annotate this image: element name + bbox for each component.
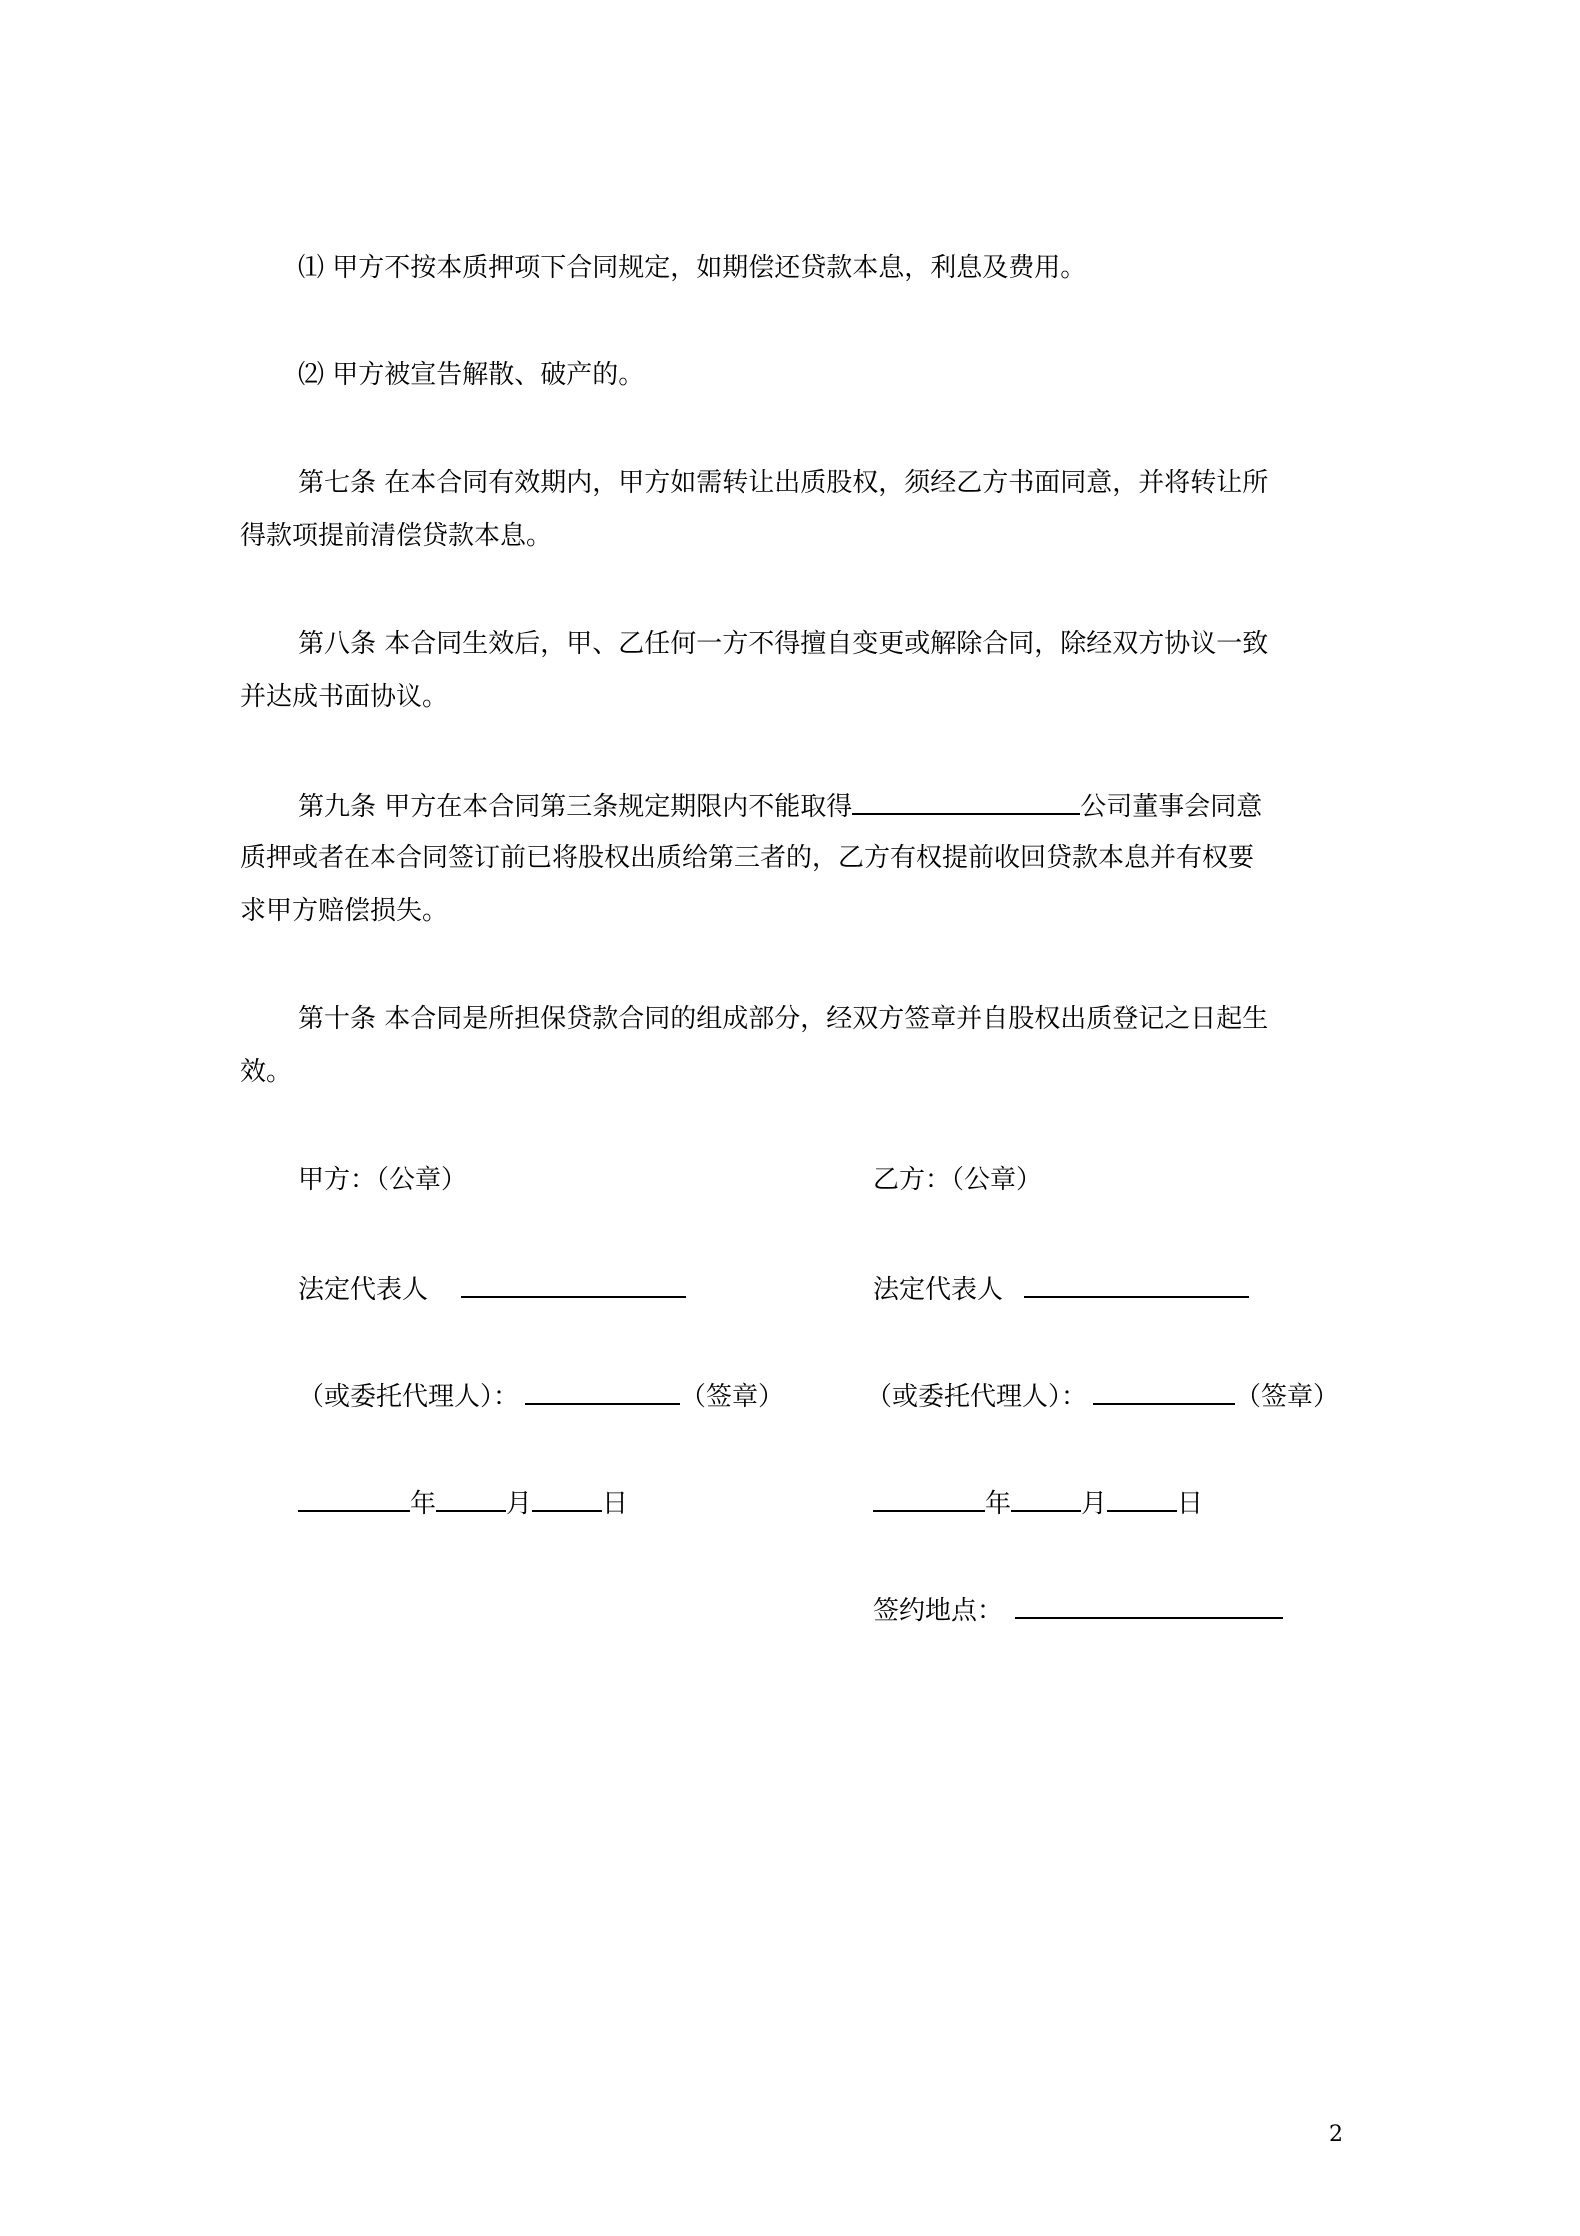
party-b-legal-rep-label: 法定代表人	[873, 1275, 1004, 1305]
party-b-seal-label: （签章）	[1235, 1382, 1340, 1412]
party-a-seal	[298, 1162, 467, 1198]
party-b-legal-rep	[873, 1270, 1249, 1308]
article-8-line-2	[240, 679, 448, 715]
party-b-month-label: 月	[1081, 1489, 1108, 1519]
clause-item-2	[298, 357, 644, 393]
party-b-agent-blank	[1093, 1377, 1235, 1405]
party-a-year-blank	[298, 1484, 410, 1512]
party-b-seal	[873, 1162, 1042, 1198]
party-a-label: 甲方：（公章）	[298, 1165, 468, 1195]
signing-place-blank	[1015, 1591, 1283, 1619]
article-7-line-2	[240, 518, 552, 554]
article-9-label: 第九条	[298, 792, 377, 822]
article-9-text-1b: 公司董事会同意	[1080, 792, 1263, 822]
party-a-day-blank	[532, 1484, 602, 1512]
party-a-year-label: 年	[410, 1489, 437, 1519]
article-10-line-2	[240, 1054, 292, 1090]
article-7-label: 第七条	[298, 468, 377, 498]
signing-place-label: 签约地点：	[873, 1596, 1004, 1626]
item-1-number: ⑴	[298, 253, 325, 283]
article-7-line-1	[298, 465, 1268, 501]
article-7-text-1: 在本合同有效期内，甲方如需转让出质股权，须经乙方书面同意，并将转让所	[384, 468, 1269, 498]
party-a-legal-rep	[298, 1270, 686, 1308]
party-b-month-blank	[1011, 1484, 1081, 1512]
party-b-agent	[866, 1377, 1339, 1415]
item-2-number: ⑵	[298, 360, 325, 390]
party-b-label: 乙方：（公章）	[873, 1165, 1043, 1195]
article-10-label: 第十条	[298, 1004, 377, 1034]
party-a-agent	[298, 1377, 784, 1415]
clause-item-1	[298, 250, 1086, 286]
party-a-month-blank	[436, 1484, 506, 1512]
party-b-year-label: 年	[985, 1489, 1012, 1519]
article-10-text-2: 效。	[240, 1057, 293, 1087]
article-10-line-1	[298, 1001, 1268, 1037]
article-9-line-3	[240, 893, 448, 929]
party-b-legal-rep-blank	[1024, 1270, 1249, 1298]
party-a-date	[298, 1484, 628, 1522]
article-8-label: 第八条	[298, 629, 377, 659]
item-1-text: 甲方不按本质押项下合同规定，如期偿还贷款本息，利息及费用。	[332, 253, 1087, 283]
party-b-date	[873, 1484, 1203, 1522]
article-9-text-3: 求甲方赔偿损失。	[240, 896, 449, 926]
party-a-day-label: 日	[602, 1489, 629, 1519]
party-b-day-label: 日	[1177, 1489, 1204, 1519]
article-9-text-1a: 甲方在本合同第三条规定期限内不能取得	[384, 792, 853, 822]
party-a-month-label: 月	[506, 1489, 533, 1519]
article-10-text-1: 本合同是所担保贷款合同的组成部分，经双方签章并自股权出质登记之日起生	[384, 1004, 1269, 1034]
article-9-line-1	[298, 787, 1262, 825]
party-a-agent-blank	[525, 1377, 680, 1405]
item-2-text: 甲方被宣告解散、破产的。	[332, 360, 645, 390]
page-number: 2	[1329, 2122, 1343, 2147]
article-9-text-2: 质押或者在本合同签订前已将股权出质给第三者的，乙方有权提前收回贷款本息并有权要	[240, 843, 1255, 873]
article-8-text-1: 本合同生效后，甲、乙任何一方不得擅自变更或解除合同，除经双方协议一致	[384, 629, 1269, 659]
party-b-year-blank	[873, 1484, 985, 1512]
party-a-legal-rep-label: 法定代表人	[298, 1275, 429, 1305]
article-7-text-2: 得款项提前清偿贷款本息。	[240, 521, 553, 551]
article-9-line-2	[240, 840, 1254, 876]
company-name-blank	[852, 787, 1080, 815]
party-a-legal-rep-blank	[461, 1270, 686, 1298]
party-a-seal-label: （签章）	[680, 1382, 785, 1412]
signing-place	[873, 1591, 1283, 1629]
article-8-text-2: 并达成书面协议。	[240, 682, 449, 712]
party-b-day-blank	[1107, 1484, 1177, 1512]
party-a-agent-label: （或委托代理人）：	[298, 1382, 520, 1412]
article-8-line-1	[298, 626, 1268, 662]
party-b-agent-label: （或委托代理人）：	[866, 1382, 1088, 1412]
